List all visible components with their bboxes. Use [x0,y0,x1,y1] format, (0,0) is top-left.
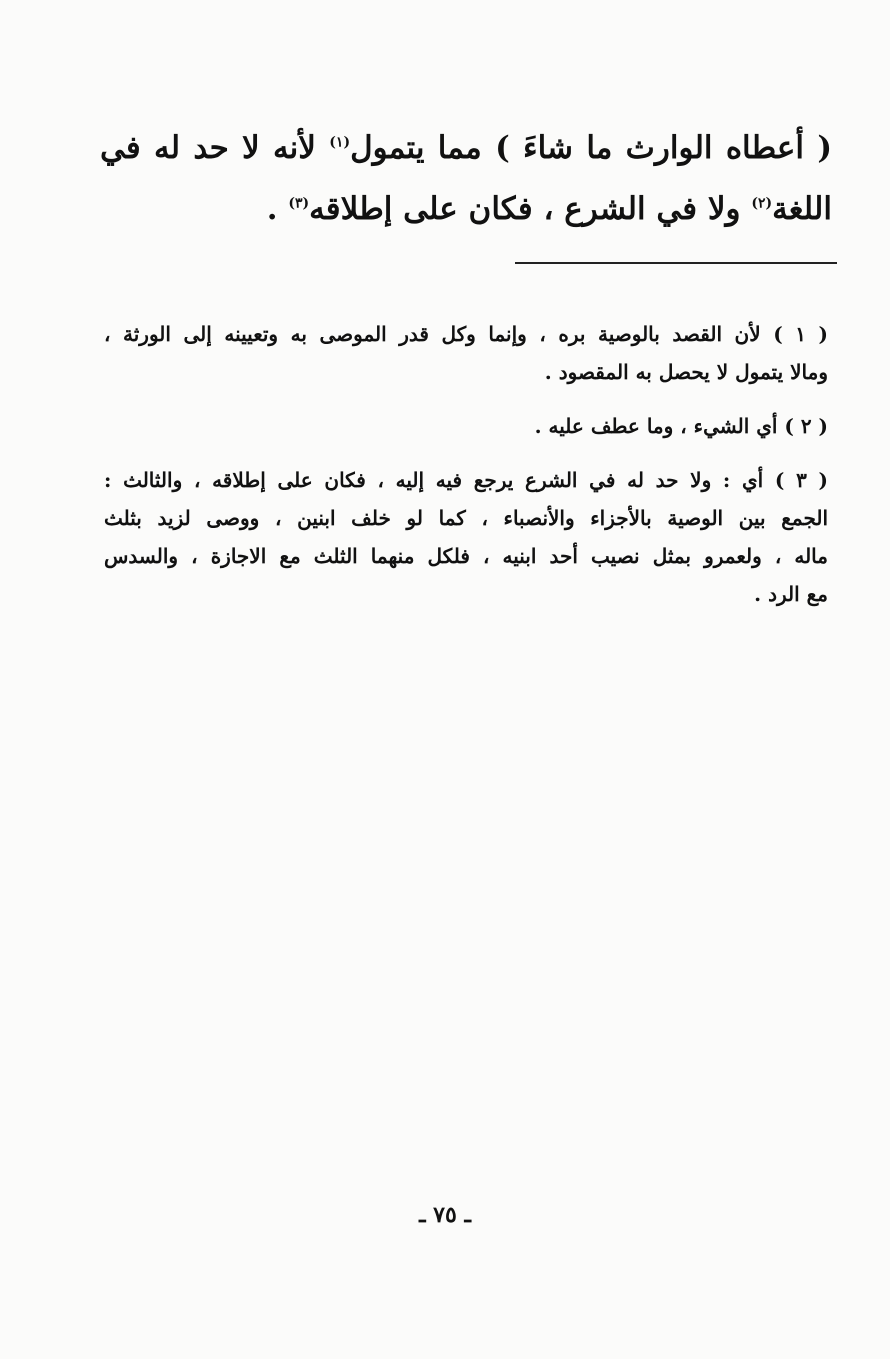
footnote-ref-1[interactable]: (١) [329,134,351,151]
footnote-line: ( ٣ ) أي : ولا حد له في الشرع يرجع فيه إليه ، فكان على إطلاقه ، والثالث : [104,468,828,492]
footnote-ref-3[interactable]: (٣) [288,195,310,212]
footnote-3 [104,461,828,613]
main-text [100,118,832,240]
footnote-line: ماله ، ولعمرو بمثل نصيب أحد ابنيه ، فلكل منهما الثلث مع الاجازة ، والسدس [104,544,828,568]
main-text-line-1 [100,118,832,179]
page-number: ـ ٧٥ ـ [419,1202,471,1228]
footnote-1 [104,315,828,391]
main-text-segment: لأنه لا حد له في [100,130,316,166]
footnote-ref-2[interactable]: (٢) [751,195,773,212]
footnote-line: ( ١ ) لأن القصد بالوصية بره ، وإنما وكل قدر الموصى به وتعيينه إلى الورثة ، [104,322,829,346]
footnote-separator [515,262,837,264]
main-text-line-2 [100,179,832,240]
main-text-segment: . [266,191,278,227]
footnotes [104,315,828,629]
footnote-line: الجمع بين الوصية بالأجزاء والأنصباء ، كما لو خلف ابنين ، ووصى لزيد بثلث [104,506,828,530]
main-text-segment: ( أعطاه الوارث ما شاءَ ) مما يتمول [350,130,833,166]
footnote-line: ( ٢ ) أي الشيء ، وما عطف عليه . [534,414,828,438]
main-text-segment: ولا في الشرع ، فكان على إطلاقه [309,191,741,227]
footnote-line: مع الرد . [754,582,828,606]
main-text-segment: اللغة [772,191,832,227]
footnote-line: ومالا يتمول لا يحصل به المقصود . [544,360,828,384]
footnote-2 [104,407,828,445]
